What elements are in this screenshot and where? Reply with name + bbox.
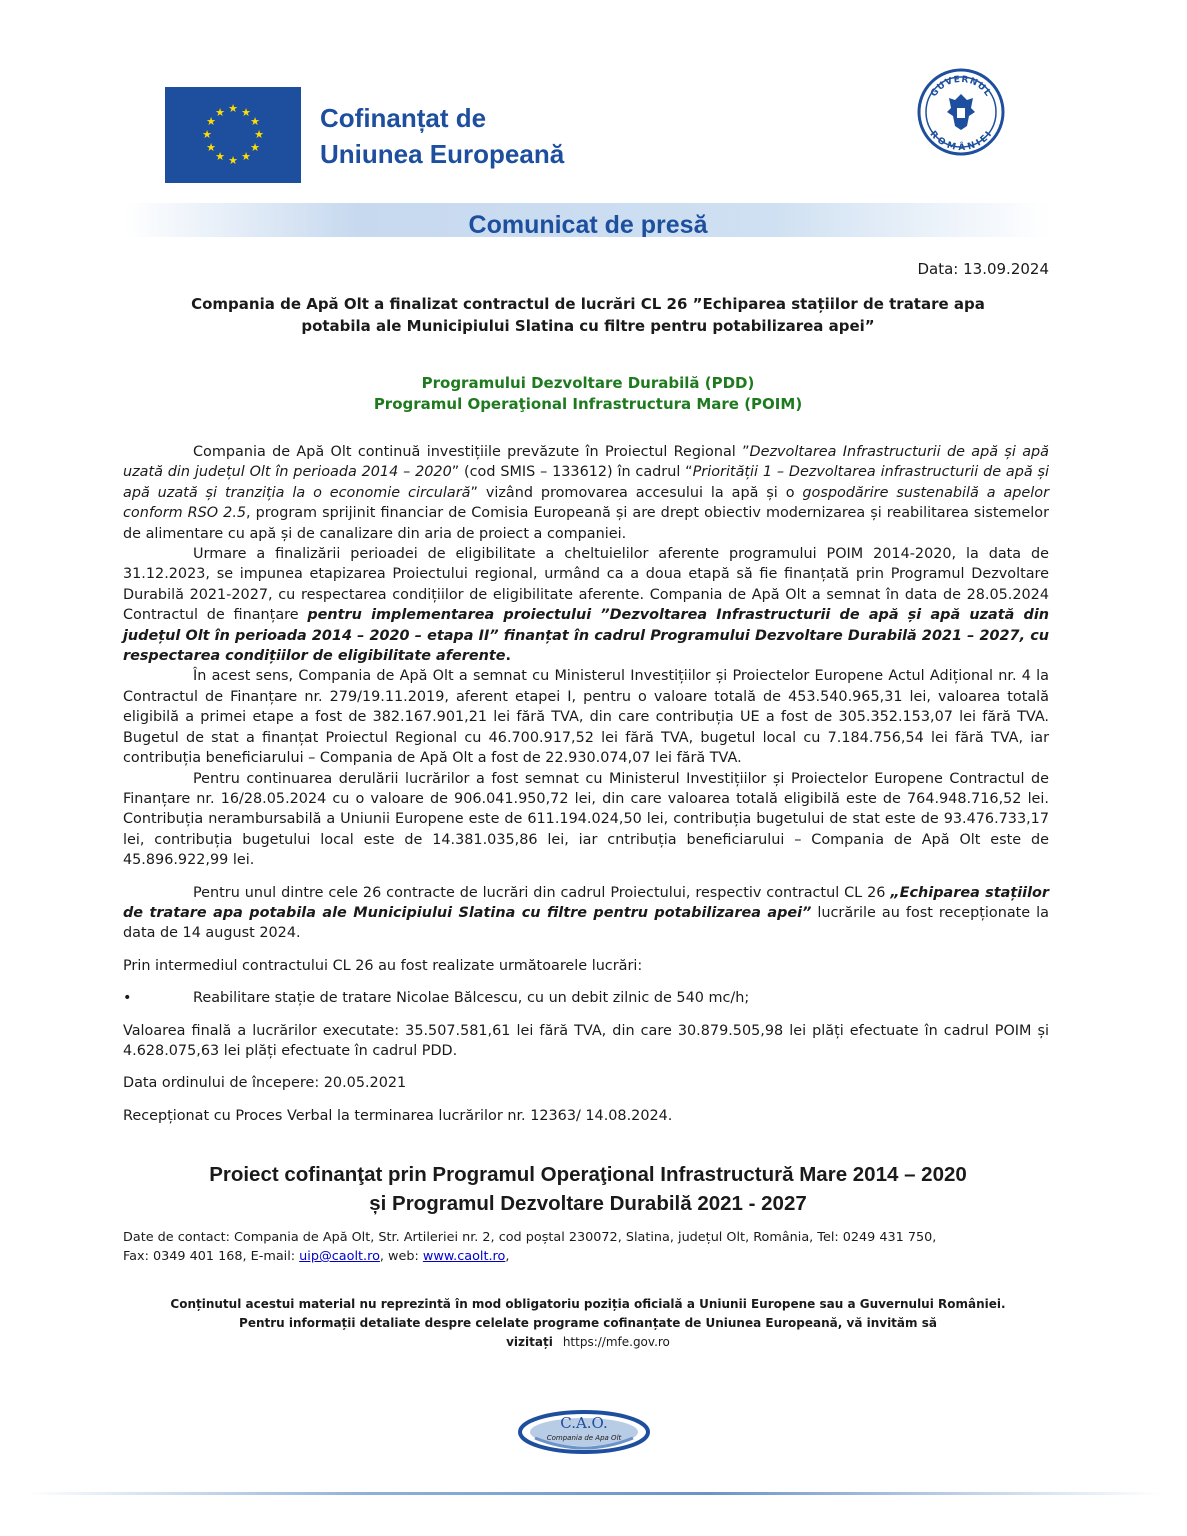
headline-line2: potabila ale Municipiului Slatina cu filtre pentru potabilizarea apei” [301,317,875,335]
paragraph-1: Compania de Apă Olt continuă investițiile prevăzute în Proiectul Regional ”Dezvoltarea Infrastructurii de apă și apă uzată din județul Olt în perioada 2014 – 2020” (cod SMIS – 133612) în cadrul “Priorității 1 – Dezvoltarea infrastructurii de apă și apă uzată și tranziția la o economie circulară” vizând promovarea accesului la apă și o gospodărire sustenabilă a apelor conform RSO 2.5, program sprijinit financiar de Comisia Europeană și are drept obiectiv modernizarea și reabilitarea sistemelor de alimentare cu apă și de canalizare din aria de proiect a companiei. [123,444,1049,542]
eu-label-line2: Uniunea Europeană [320,139,565,169]
paragraph-5: Pentru unul dintre cele 26 contracte de lucrări din cadrul Proiectului, respectiv contractul CL 26 „Echiparea stațiilor de tratare apa potabila ale Municipiului Slatina cu filtre pentru potabilizarea apei” lucrările au fost recepționate la data de 14 august 2024. [123,884,1049,942]
list-item-text: Reabilitare stație de tratare Nicolae Bălcescu, cu un debit zilnic de 540 mc/h; [193,990,750,1007]
svg-text:★: ★ [241,150,251,163]
email-link[interactable]: uip@caolt.ro [299,1249,380,1264]
svg-text:★: ★ [215,150,225,163]
svg-text:★: ★ [241,106,251,119]
contact-line1: Date de contact: Compania de Apă Olt, Str. Artileriei nr. 2, cod poștal 230072, Slatina, județul Olt, România, Tel: 0249 431 750, [123,1230,937,1245]
svg-text:★: ★ [228,154,238,167]
cao-logo-subtitle: Compania de Apa Olt [546,1434,622,1442]
disclaimer-line1: Conținutul acestui material nu reprezintă în mod obligatoriu poziția oficială a Uniunii Europene sau a Guvernului României. [170,1297,1006,1311]
disclaimer [125,1295,1051,1352]
list-item [123,988,1049,1008]
government-seal-logo [917,68,1005,156]
svg-text:★: ★ [215,106,225,119]
bullet-icon: • [123,990,132,1007]
disclaimer-line2: Pentru informații detaliate despre celelate programe cofinanțate de Uniunea Europeană, vă invităm să [239,1316,937,1330]
svg-text:★: ★ [202,128,212,141]
eu-stars-icon [165,87,301,183]
svg-text:★: ★ [250,141,260,154]
svg-text:★: ★ [254,128,264,141]
footer-title-line2: și Programul Dezvoltare Durabilă 2021 - 2027 [369,1192,807,1215]
paragraph-4: Pentru continuarea derulării lucrărilor a fost semnat cu Ministerul Investițiilor și Proiectelor Europene Contractul de Finanțare nr. 16/28.05.2024 cu o valoare de 906.041.950,72 lei, din care valoarea totală eligibilă este de 764.948.716,52 lei. Contribuția nerambursabilă a Uniunii Europene este de 611.194.024,50 lei, contribuția bugetului de stat este de 93.476.733,17 lei, contribuția bugetului local este de 14.381.035,86 lei, iar cntribuția beneficiarului – Compania de Apă Olt este de 45.896.922,99 lei. [123,770,1049,869]
mfe-url: https://mfe.gov.ro [562,1335,670,1349]
headline-line1: Compania de Apă Olt a finalizat contractul de lucrări CL 26 ”Echiparea stațiilor de tratare apa [191,295,985,313]
svg-text:★: ★ [228,102,238,115]
contact-line2: Fax: 0349 401 168, E-mail: uip@caolt.ro, web: www.caolt.ro, [123,1249,510,1264]
program-names [125,373,1051,415]
program-poim: Programul Operaţional Infrastructura Mare (POIM) [373,395,803,413]
program-pdd: Programului Dezvoltare Durabilă (PDD) [421,374,755,392]
eu-label-line1: Cofinanțat de [320,103,487,133]
cao-company-logo [515,1398,653,1458]
eu-cofinancing-label [320,100,564,172]
disclaimer-line3: vizitați https://mfe.gov.ro [506,1335,670,1349]
project-cofinancing-title [125,1160,1051,1218]
svg-text:★: ★ [206,115,216,128]
seal-text-bottom: ROMÂNIEI [927,129,995,154]
press-release-body [123,442,1049,1126]
website-link[interactable]: www.caolt.ro [422,1249,506,1264]
headline [125,293,1051,337]
footer-title-line1: Proiect cofinanţat prin Programul Operaţional Infrastructură Mare 2014 – 2020 [209,1163,967,1186]
paragraph-9: Recepționat cu Proces Verbal la terminarea lucrărilor nr. 12363/ 14.08.2024. [123,1107,673,1124]
eu-flag-logo [165,87,301,183]
page-title: Comunicat de presă [468,211,708,237]
cao-logo-text: C.A.O. [560,1414,608,1432]
contact-details [123,1228,1049,1266]
paragraph-8: Data ordinului de începere: 20.05.2021 [123,1075,407,1092]
paragraph-3: În acest sens, Compania de Apă Olt a semnat cu Ministerul Investițiilor și Proiectelor Europene Actul Adițional nr. 4 la Contractul de Finanțare nr. 279/19.11.2019, aferent etapei I, pentru o valoare totală de 453.540.965,31 lei, valoarea totală eligibilă a primei etape a fost de 382.167.901,21 lei fără TVA, din care contribuția UE a fost de 305.352.153,07 lei fără TVA. Bugetul de stat a finanțat Proiectul Regional cu 46.700.917,52 lei fără TVA, bugetul local cu 7.184.756,54 lei fără TVA, iar contribuția beneficiarului – Compania de Apă Olt a fost de 22.930.074,07 lei fără TVA. [123,668,1049,767]
paragraph-6: Prin intermediul contractului CL 26 au fost realizate următoarele lucrări: [123,957,643,974]
bottom-divider [25,1492,1162,1495]
paragraph-7: Valoarea finală a lucrărilor executate: 35.507.581,61 lei fără TVA, din care 30.879.505,98 lei plăți efectuate în cadrul POIM și 4.628.075,63 lei plăți efectuate în cadrul PDD. [123,1022,1049,1059]
seal-text-top: GUVERNUL [929,74,993,99]
press-release-date: Data: 13.09.2024 [917,260,1049,278]
svg-text:★: ★ [250,115,260,128]
title-banner [125,203,1051,237]
svg-text:★: ★ [206,141,216,154]
paragraph-2: Urmare a finalizării perioadei de eligibilitate a cheltuielilor aferente programului POIM 2014-2020, la data de 31.12.2023, se impunea etapizarea Proiectului regional, urmând ca a doua etapă să fie finanțată prin Programul Dezvoltare Durabilă 2021-2027, cu respectarea condițiilor de eligibilitate aferente. Compania de Apă Olt a semnat în data de 28.05.2024 Contractul de finanțare pentru implementarea proiectului ”Dezvoltarea Infrastructurii de apă și apă uzată din județul Olt în perioada 2014 – 2020 – etapa II” finanțat în cadrul Programului Dezvoltare Durabilă 2021 – 2027, cu respectarea condițiilor de eligibilitate aferente. [123,546,1049,665]
